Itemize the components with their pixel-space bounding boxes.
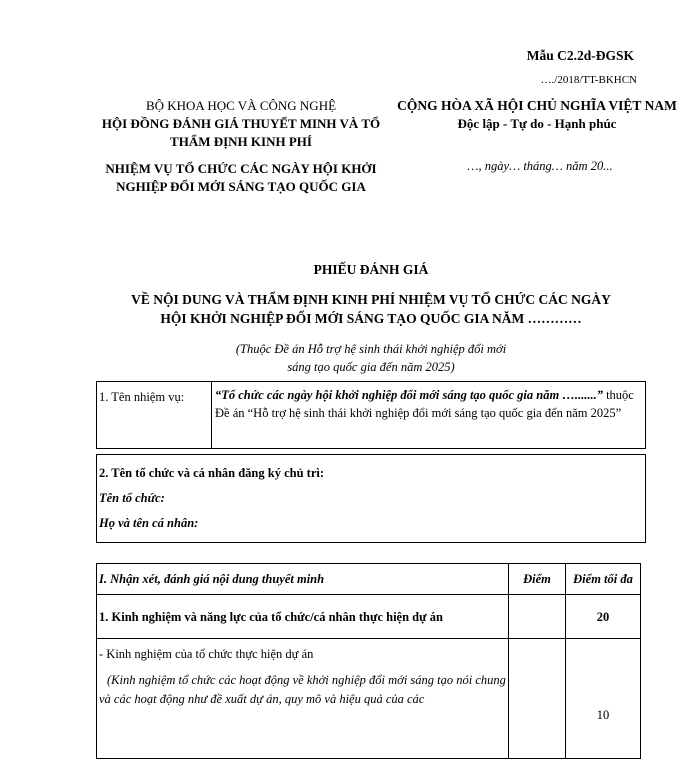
criteria-note: (Kinh nghiệm tổ chức các hoạt động về khởi nghiệp đổi mới sáng tạo nói chung và các hoạt động như đề xuất dự án, quy mô và hiệu quả của các [99,673,506,706]
council-name: HỘI ĐỒNG ĐÁNH GIÁ THUYẾT MINH VÀ TỔ THẨM ĐỊNH KINH PHÍ [101,116,381,149]
organization-label: Tên tổ chức: [99,491,165,505]
form-code: Mẫu C2.2d-ĐGSK [526,48,634,63]
header-criteria: I. Nhận xét, đánh giá nội dung thuyết minh [97,564,509,595]
task-name-rest: thuộc Đề án “Hỗ trợ hệ sinh thái khởi nghiệp đổi mới sáng tạo quốc gia đến năm 2025” [215,388,634,420]
evaluation-table [96,563,641,759]
section-max-score: 20 [566,595,641,639]
header-max-score: Điểm tối đa [566,564,641,595]
circular-number: …./2018/TT-BKHCN [540,74,637,86]
task-name-cell [212,382,646,449]
section-label: 1. Kinh nghiệm và năng lực của tổ chức/cá nhân thực hiện dự án [97,595,509,639]
form-subtitle: VỀ NỘI DUNG VÀ THẨM ĐỊNH KINH PHÍ NHIỆM VỤ TỔ CHỨC CÁC NGÀY HỘI KHỞI NGHIỆP ĐỔI MỚI SÁNG TẠO QUỐC GIA NĂM ………… [131,292,611,326]
task-name-title: “Tổ chức các ngày hội khởi nghiệp đổi mới sáng tạo quốc gia năm ….......” [215,388,603,402]
motto: Độc lập - Tự do - Hạnh phúc [457,116,617,131]
organization-cell [97,455,646,543]
date-line: …, ngày… tháng… năm 20... [467,159,613,173]
criteria-max-score: 10 [566,639,641,759]
ministry-name: BỘ KHOA HỌC VÀ CÔNG NGHỆ [145,98,337,113]
task-name-label: 1. Tên nhiệm vụ: [97,382,212,449]
organization-box [96,454,646,543]
form-note: (Thuộc Đề án Hỗ trợ hệ sinh thái khởi nghiệp đổi mới sáng tạo quốc gia đến năm 2025) [235,342,507,374]
form-title: PHIẾU ĐÁNH GIÁ [313,262,429,277]
form-title-block [96,262,646,376]
criteria-label: - Kinh nghiệm của tổ chức thực hiện dự án [99,647,314,661]
section-score[interactable] [509,595,566,639]
issuer-block [96,97,386,196]
task-name: NHIỆM VỤ TỔ CHỨC CÁC NGÀY HỘI KHỞI NGHIỆP ĐỔI MỚI SÁNG TẠO QUỐC GIA [105,161,377,194]
header-score: Điểm [509,564,566,595]
criteria-score[interactable] [509,639,566,759]
task-name-box [96,381,646,449]
criteria-cell [97,639,509,759]
person-label: Họ và tên cá nhân: [99,516,199,530]
organization-heading: 2. Tên tổ chức và cá nhân đăng ký chủ trì: [99,466,325,480]
republic-name: CỘNG HÒA XÃ HỘI CHỦ NGHĨA VIỆT NAM [397,98,677,113]
national-header [392,97,682,133]
